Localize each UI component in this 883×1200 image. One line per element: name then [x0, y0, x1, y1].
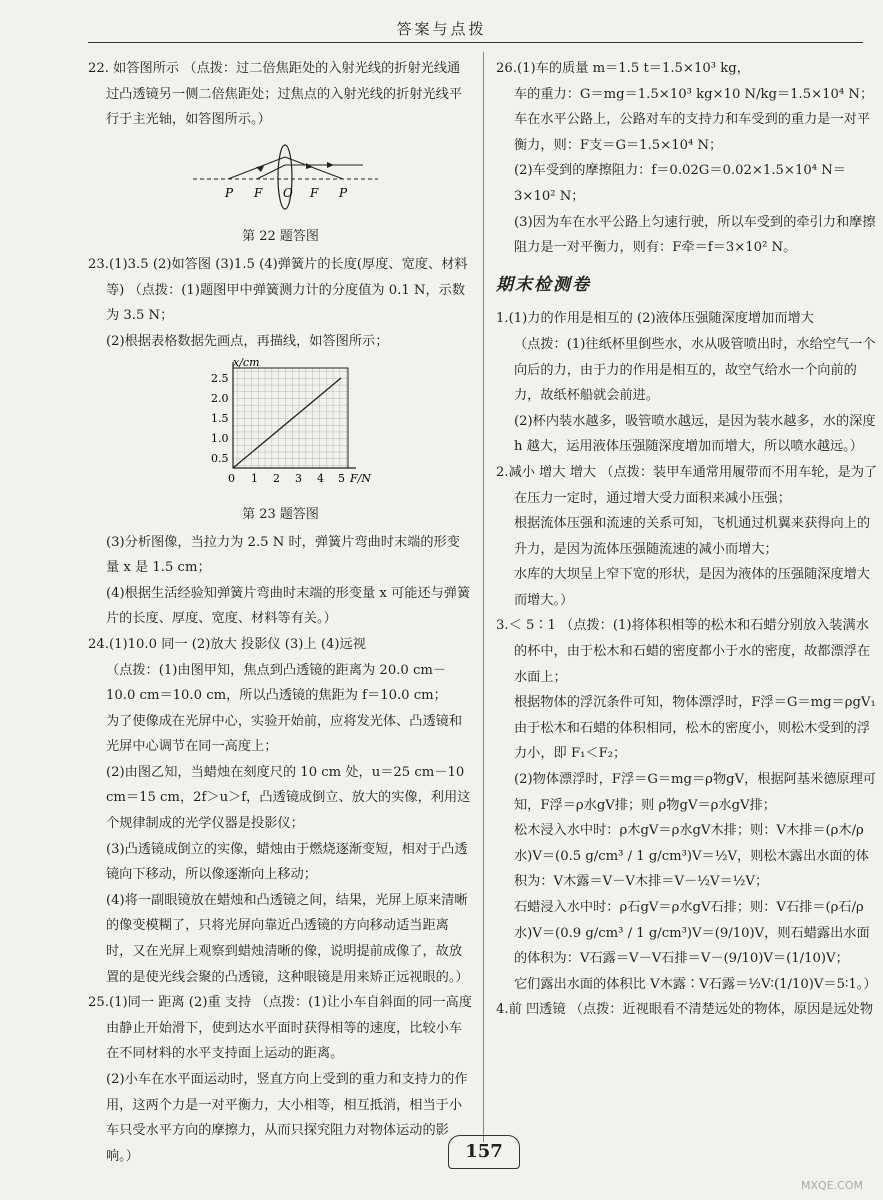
- answer-26-part1: 26.(1)车的质量 m＝1.5 t＝1.5×10³ kg，: [496, 61, 750, 76]
- exam-answer-3-part3: (2)物体漂浮时，F浮＝G＝mg＝ρ物gV，根据阿基米德原理可知，F浮＝ρ水gV排；则 ρ物gV＝ρ水gV排；: [514, 772, 876, 813]
- answer-23-part3: (3)分析图像，当拉力为 2.5 N 时，弹簧片弯曲时末端的形变量 x 是 1.5 cm；: [106, 534, 460, 576]
- answer-23-part4: (4)根据生活经验知弹簧片弯曲时末端的形变量 x 可能还与弹簧片的长度、厚度、宽度、材料等有关。）: [106, 585, 471, 627]
- x-tick-1: 1: [251, 472, 258, 486]
- figure-22-caption: 第 22 题答图: [242, 229, 319, 245]
- answer-26-part5: (3)因为车在水平公路上匀速行驶，所以车受到的牵引力和摩擦阻力是一对平衡力，则有：F牵＝f＝3×10² N。: [514, 214, 876, 256]
- figure-23: [88, 358, 473, 498]
- header-rule: [88, 42, 863, 43]
- answer-25-part1: 25.(1)同一 距离 (2)重 支持 （点拨：(1)让小车自斜面的同一高度由静止开始滑下，使到达水平面时获得相等的速度，比较小车在不同材料的水平支持面上运动的距离。: [88, 995, 472, 1062]
- answer-26-part3: 车在水平公路上，公路对车的支持力和车受到的重力是一对平衡力，则：F支＝G＝1.5×10⁴ N；: [514, 112, 871, 153]
- exam-answer-1-part3: (2)杯内装水越多，吸管喷水越远，是因为装水越多，水的深度 h 越大，运用液体压强随深度增加而增大，所以喷水越远。）: [514, 413, 876, 455]
- exam-answer-3-part2: 根据物体的浮沉条件可知，物体漂浮时，F浮＝G＝mg＝ρgV₁由于松木和石蜡的体积相同，松木的密度小，则松木受到的浮力小，即 F₁＜F₂；: [514, 695, 876, 762]
- answer-22: 22. 如答图所示 （点拨：过二倍焦距处的入射光线的折射光线通过凸透镜另一侧二倍焦距处；过焦点的入射光线的折射光线平行于主光轴，如答图所示。）: [88, 61, 463, 128]
- exam-answer-2-part1: 2.减小 增大 增大 （点拨：装甲车通常用履带而不用车轮，是为了在压力一定时，通过增大受力面积来减小压强；: [496, 464, 878, 506]
- x-axis-label: F/N: [350, 472, 371, 486]
- arrowhead-2: [306, 163, 313, 169]
- y-tick-1.5: 1.5: [211, 412, 229, 426]
- figure-23-caption: 第 23 题答图: [242, 506, 319, 522]
- exam-answer-1-part2: （点拨：(1)往纸杯里倒些水，水从吸管喷出时，水给空气一个向后的力，由于力的作用是相互的，故空气给水一个向前的力，故纸杯船就会前进。: [514, 336, 876, 404]
- answer-24-part2: （点拨：(1)由图甲知，焦点到凸透镜的距离为 20.0 cm－10.0 cm＝10.0 cm，所以凸透镜的焦距为 f＝10.0 cm；: [106, 662, 447, 704]
- section-title: 期末检测卷: [496, 274, 591, 295]
- answer-23-part1: 23.(1)3.5 (2)如答图 (3)1.5 (4)弹簧片的长度(厚度、宽度、材料等) （点拨：(1)题图甲中弹簧测力计的分度值为 0.1 N，示数为 3.5 N；: [88, 256, 468, 324]
- y-tick-0.5: 0.5: [211, 452, 229, 466]
- label-f-left: F: [254, 185, 263, 200]
- answer-24-part1: 24.(1)10.0 同一 (2)放大 投影仪 (3)上 (4)远视: [88, 636, 366, 652]
- exam-answer-2-part2: 根据流体压强和流速的关系可知，飞机通过机翼来获得向上的升力，是因为流体压强随流速的减小而增大；: [514, 516, 871, 557]
- exam-answer-3-part4: 松木浸入水中时：ρ木gV＝ρ水gV木排；则：V木排＝(ρ木/ρ水)V＝(0.5 g/cm³ / 1 g/cm³)V＝½V，则松木露出水面的体积为：V木露＝V－V木排＝V－½V＝½V；: [514, 823, 869, 890]
- page-header-title: 答案与点拨: [396, 20, 487, 38]
- y-tick-1.0: 1.0: [211, 432, 229, 446]
- arrowhead-3: [327, 162, 334, 168]
- exam-answer-3-part5: 石蜡浸入水中时：ρ石gV＝ρ水gV石排；则：V石排＝(ρ石/ρ水)V＝(0.9 g/cm³ / 1 g/cm³)V＝(9/10)V，则石蜡露出水面的体积为：V石露＝V－V石排＝V－(9/10)V＝(1/10)V；: [514, 900, 870, 967]
- arrowhead-1: [256, 166, 264, 172]
- page-number: 157: [448, 1135, 520, 1169]
- answer-24-part5: (3)凸透镜成倒立的实像，蜡烛由于燃烧逐渐变短，相对于凸透镜向下移动，所以像逐渐向上移动；: [106, 841, 468, 883]
- right-column: [496, 56, 879, 1023]
- watermark: MXQE.COM: [801, 1179, 863, 1192]
- answer-24-part6: (4)将一副眼镜放在蜡烛和凸透镜之间，结果，光屏上原来清晰的像变模糊了，只将光屏向靠近凸透镜的方向移动适当距离时，又在光屏上观察到蜡烛清晰的像，说明提前成像了，故放置的是使光线会聚的凸透镜，这种眼镜是用来矫正远视眼的。）: [106, 892, 469, 985]
- label-f-right: F: [310, 185, 319, 200]
- figure-22: [88, 137, 473, 221]
- exam-answer-4-part1: 4.前 凹透镜 （点拨：近视眼看不清楚远处的物体，原因是远处物: [496, 1002, 874, 1018]
- spring-graph: [88, 358, 473, 488]
- answer-26-part2: 车的重力：G＝mg＝1.5×10³ kg×10 N/kg＝1.5×10⁴ N；: [514, 86, 874, 102]
- label-p-right: P: [339, 185, 348, 200]
- answer-23-part2: (2)根据表格数据先画点，再描线，如答图所示；: [106, 333, 389, 349]
- answer-26-part4: (2)车受到的摩擦阻力：f＝0.02G＝0.02×1.5×10⁴ N＝3×10² N；: [514, 163, 846, 204]
- answer-24-part3: 为了使像成在光屏中心，实验开始前，应将发光体、凸透镜和光屏中心调节在同一高度上；: [106, 713, 463, 755]
- x-tick-4: 4: [317, 472, 324, 486]
- label-o: O: [283, 185, 293, 200]
- ray-2f-refracted: [285, 157, 343, 179]
- exam-answer-3-part1: 3.＜ 5∶1 （点拨：(1)将体积相等的松木和石蜡分别放入装满水的杯中，由于松木和石蜡的密度都小于水的密度，故都漂浮在水面上；: [496, 618, 871, 685]
- lens-ray-diagram: [88, 137, 473, 211]
- y-tick-2.0: 2.0: [211, 392, 229, 406]
- answer-24-part4: (2)由图乙知，当蜡烛在刻度尺的 10 cm 处，u＝25 cm－10 cm＝15 cm，2f＞u＞f，凸透镜成倒立、放大的实像，利用这个规律制成的光学仪器是投影仪；: [106, 764, 471, 832]
- ray-2f-incident: [228, 157, 285, 179]
- exam-answer-2-part3: 水库的大坝呈上窄下宽的形状，是因为液体的压强随深度增大而增大。）: [514, 567, 871, 608]
- x-tick-2: 2: [273, 472, 280, 486]
- answer-25-part2: (2)小车在水平面运动时，竖直方向上受到的重力和支持力的作用，这两个力是一对平衡力，大小相等，相互抵消，相当于小车只受水平方向的摩擦力，从而只探究阻力对物体运动的影响。）: [106, 1072, 468, 1164]
- exam-answer-1-part1: 1.(1)力的作用是相互的 (2)液体压强随深度增加而增大: [496, 311, 814, 327]
- column-divider: [483, 52, 484, 1142]
- left-column: [88, 56, 473, 1169]
- y-tick-2.5: 2.5: [211, 372, 229, 386]
- x-tick-3: 3: [295, 472, 302, 486]
- y-axis-label: x/cm: [233, 358, 260, 370]
- label-p-left: P: [225, 185, 234, 200]
- x-tick-0: 0: [228, 472, 235, 486]
- exam-answer-3-part6: 它们露出水面的体积比 V木露∶V石露＝½V∶(1/10)V＝5∶1。）: [514, 976, 877, 992]
- x-tick-5: 5: [338, 472, 345, 486]
